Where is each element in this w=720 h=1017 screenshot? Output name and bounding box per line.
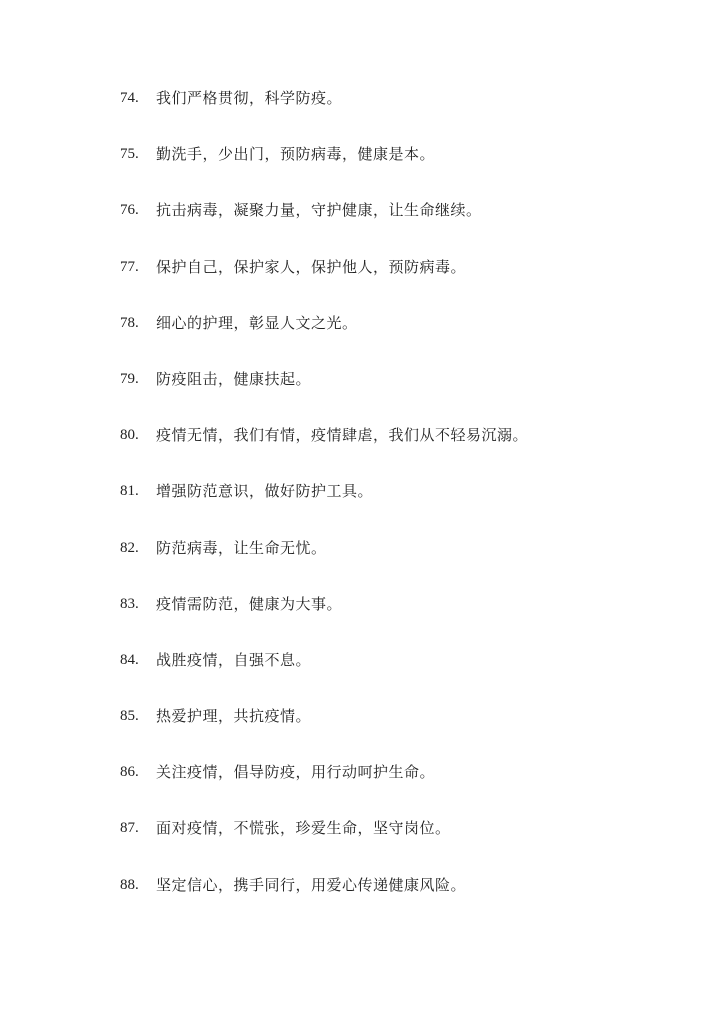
item-text: 增强防范意识，做好防护工具。 (156, 482, 374, 501)
list-item (120, 253, 528, 309)
list-item (120, 309, 528, 365)
item-text: 勤洗手，少出门，预防病毒，健康是本。 (156, 145, 436, 164)
item-text: 热爱护理，共抗疫情。 (156, 707, 312, 726)
list-item (120, 646, 528, 702)
list-item (120, 477, 528, 533)
item-number: 84. (120, 651, 139, 668)
item-number: 76. (120, 202, 139, 219)
item-number: 74. (120, 90, 139, 106)
item-number: 87. (120, 820, 139, 837)
item-number: 82. (120, 539, 139, 556)
item-number: 83. (120, 595, 139, 612)
item-number: 86. (120, 764, 139, 781)
item-number: 78. (120, 314, 139, 331)
item-number: 80. (120, 427, 139, 444)
item-text: 防疫阻击，健康扶起。 (156, 369, 312, 388)
item-number: 85. (120, 708, 139, 725)
list-item (120, 758, 528, 814)
list-item (120, 590, 528, 646)
item-text: 坚定信心，携手同行，用爱心传递健康风险。 (156, 875, 467, 894)
item-text: 抗击病毒，凝聚力量，守护健康，让生命继续。 (156, 201, 482, 220)
item-text: 关注疫情，倡导防疫，用行动呵护生命。 (156, 763, 436, 782)
list-item (120, 871, 528, 927)
list-item (120, 421, 528, 477)
item-text: 我们严格贯彻，科学防疫。 (156, 89, 343, 107)
list-item (120, 534, 528, 590)
item-number: 75. (120, 146, 139, 163)
item-text: 面对疫情，不慌张，珍爱生命，坚守岗位。 (156, 819, 451, 838)
item-number: 81. (120, 483, 139, 500)
numbered-list (120, 84, 528, 927)
item-text: 防范病毒，让生命无忧。 (156, 538, 327, 557)
list-item (120, 140, 528, 196)
item-number: 79. (120, 370, 139, 387)
list-item (120, 814, 528, 870)
item-number: 77. (120, 258, 139, 275)
list-item (120, 84, 528, 140)
list-item (120, 702, 528, 758)
item-text: 疫情需防范，健康为大事。 (156, 594, 343, 613)
item-text: 疫情无情，我们有情，疫情肆虐，我们从不轻易沉溺。 (156, 426, 529, 445)
item-number: 88. (120, 876, 139, 893)
item-text: 保护自己，保护家人，保护他人，预防病毒。 (156, 257, 467, 276)
list-item (120, 365, 528, 421)
item-text: 细心的护理，彰显人文之光。 (156, 313, 358, 332)
list-item (120, 196, 528, 252)
item-text: 战胜疫情，自强不息。 (156, 650, 312, 669)
